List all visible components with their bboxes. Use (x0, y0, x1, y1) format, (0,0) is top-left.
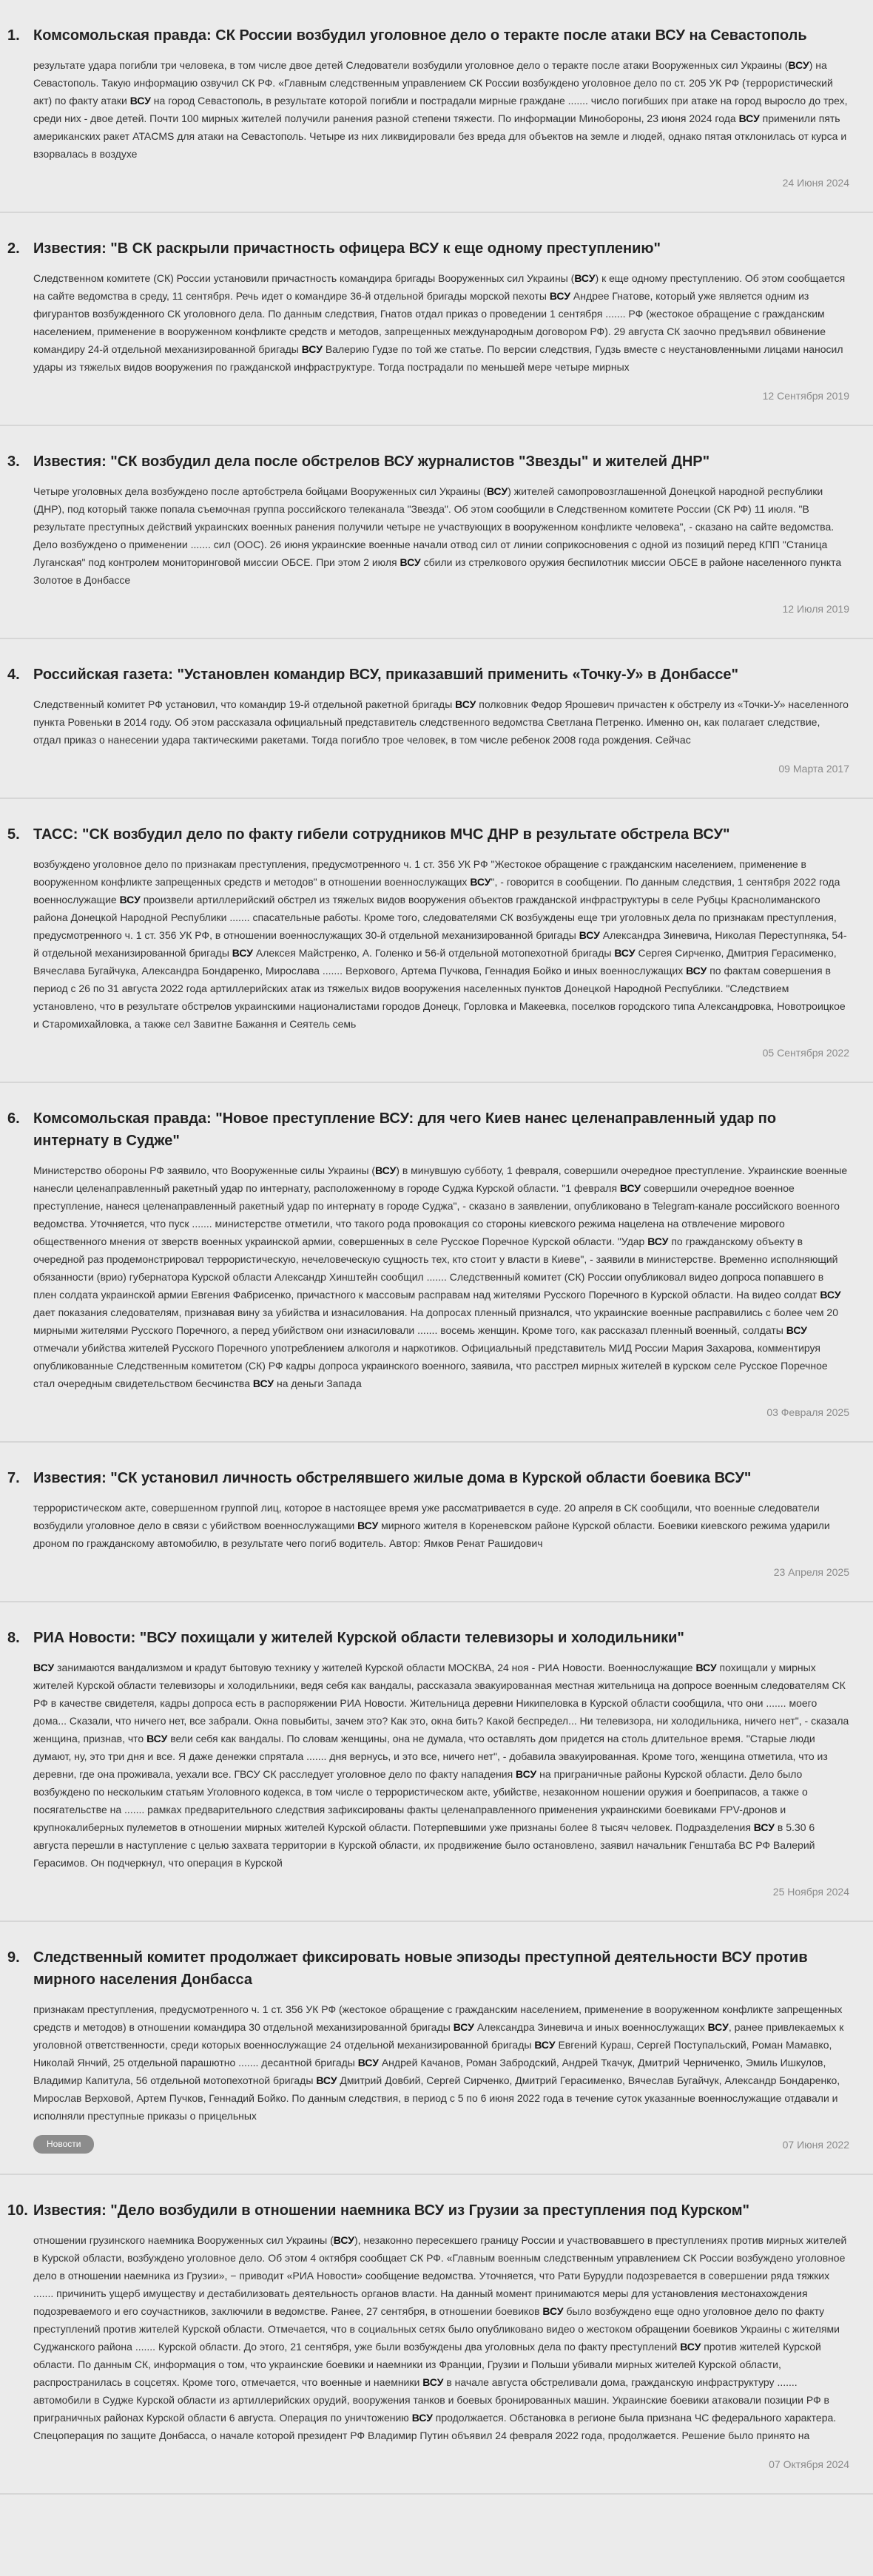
result-snippet: ВСУ занимаются вандализмом и крадут бытовую технику у жителей Курской области МОСКВА, 24 ноя - РИА Новости. Военнослужащие ВСУ похищали у мирных жителей Курской области телевизоры и холодильники, ведя себя как вандалы, рассказала эвакуированная местная жительница на допросе военным следователям СК РФ в качестве свидетеля, кадры допроса есть в распоряжении РИА Новости. Жительница деревни Никипеловка в Курской области сообщила, что они ....... моего дома... Сказали, что ничего нет, все забрали. Окна повыбиты, зачем это? Как это, окна бить? Какой беспредел... Ни телевизора, ни холодильника, ничего нет", - сказала женщина, признав, что ВСУ вели себя как вандалы. По словам женщины, она не думала, что оставлять дом придется на столь длительное время. "Старые люди думают, ну, это три дня и все. Я даже денежки спрятала ....... дня вернусь, и это все, ничего нет", - добавила эвакуированная. Кроме того, женщина отметила, что из деревни, где она проживала, уехали все. ГВСУ СК расследует уголовное дело по факту нападения ВСУ на приграничные районы Курской области. Дело было возбуждено по нескольким статьям Уголовного кодекса, в том числе о террористическом акте, убийстве, незаконном ношении оружия и боеприпасов, а также о посягательстве на ....... рамках предварительного следствия зафиксированы факты целенаправленного применения украинскими боевиками FPV-дронов и крупнокалиберных пулеметов в отношении мирных жителей Курской области. Потерпевшими уже признаны более 8 тысяч человек. Подразделения ВСУ в 5.30 6 августа перешли в наступление с целью захвата территории в Курской области, их продвижение было остановлено, заявил начальник Генштаба ВС РФ Валерий Герасимов. Он подчеркнул, что операция в Курской (33, 1662, 849, 1869)
search-term-highlight: ВСУ (357, 1520, 379, 1531)
result-date: 07 Июня 2022 (782, 2138, 849, 2151)
result-number: 2. (7, 240, 20, 257)
result-date: 03 Февраля 2025 (766, 1406, 849, 1418)
result-date: 07 Октября 2024 (769, 2458, 849, 2470)
result-number: 4. (7, 667, 20, 683)
search-term-highlight: ВСУ (753, 1821, 775, 1833)
search-term-highlight: ВСУ (316, 2074, 337, 2086)
result-date: 05 Сентября 2022 (762, 1046, 849, 1059)
result-number: 10. (7, 2202, 28, 2219)
result-footer (33, 599, 849, 618)
result-snippet: террористическом акте, совершенном группой лиц, которое в настоящее время уже рассматривается в суде. 20 апреля в СК сообщили, что военные следователи возбудили уголовное дело в связи с убийством военнослужащими ВСУ мирного жителя в Кореневском районе Курской области. Боевики киевского режима ударили дроном по гражданскому автомобилю, в результате чего погиб водитель. Автор: Ямков Ренат Рашидович (33, 1502, 830, 1549)
result-snippet: возбуждено уголовное дело по признакам преступления, предусмотренного ч. 1 ст. 356 УК РФ "Жестокое обращение с гражданским населением, применение в вооруженном конфликте запрещенных средств и методов" в отношении военнослужащих ВСУ", - говорится в сообщении. По данным следствия, 1 сентября 2022 года военнослужащие ВСУ произвели артиллерийский обстрел из тяжелых видов вооружения объектов гражданской инфраструктуры в селе Рубцы Краснолиманского района Донецкой Народной Республики ....... спасательные работы. Кроме того, следователями СК возбуждены еще три уголовных дела по признакам преступления, предусмотренного ч. 1 ст. 356 УК РФ, в отношении военнослужащих 30-й отдельной механизированной бригады ВСУ Александра Зиневича, Николая Переступняка, 54-й отдельной механизированной бригады ВСУ Алексея Майстренко, А. Голенко и 56-й отдельной мотопехотной бригады ВСУ Сергея Сирченко, Дмитрия Герасименко, Вячеслава Бугайчука, Александра Бондаренко, Мирослава ....... Верхового, Артема Пучкова, Геннадия Бойко и иных военнослужащих ВСУ по фактам совершения в период с 26 по 31 августа 2022 года артиллерийских атак из тяжелых видов вооружения населенных пунктов Донецкой Народной Республики. "Следствием установлено, что в результате обстрелов украинскими националистами городов Донецк, Горловка и Макеевка, поселков городского типа Александровка, Новотроицкое и Старомихайловка, а также сел Завитне Бажання и Сеятель семь (33, 858, 847, 1030)
search-term-highlight: ВСУ (786, 1324, 807, 1336)
result-snippet: отношении грузинского наемника Вооруженных сил Украины (ВСУ), незаконно пересекшего границу России и участвовавшего в преступлениях против мирных жителей в Курской области, возбуждено уголовное дело. Об этом 4 октября сообщает СК РФ. «Главным военным следственным управлением СК России возбуждено уголовное дело в отношении наемника из Грузии», − приводит «РИА Новости» сообщение ведомства. Уточняется, что Рати Бурудли подозревается в совершении ряда тяжких ....... причинить ущерб имуществу и дестабилизовать деятельность органов власти. На данный момент принимаются меры для установления местонахождения подозреваемого и его соучастников, заключили в ведомстве. Ранее, 27 сентября, в отношении боевиков ВСУ было возбуждено еще одно уголовное дело по факту преступлений против жителей Курской области. Отмечается, что в социальных сетях было опубликовано видео о жестоком обращении боевиков Украины с жителями Суджанского района ....... Курской области. До этого, 21 сентября, уже были возбуждены два уголовных дела по факту преступлений ВСУ против жителей Курской области. По данным СК, информация о том, что украинские боевики и наемники из Франции, Грузии и Польши убивали мирных жителей Курской области, распространилась в соцсетях. Кроме того, отмечается, что военные и наемники ВСУ в начале августа обстреливали дома, гражданскую инфраструктуру ....... автомобили в Судже Курской области из артиллерийских орудий, вооружения танков и боевых бронированных машин. Украинские боевики атаковали позиции РФ в приграничных районах Курской области 6 августа. Операция по уничтожению ВСУ продолжается. Обстановка в регионе была признана ЧС федерального характера. Спецоперация по защите Донбасса, о начале которой президент РФ Владимир Путин объявил 24 февраля 2022 года, продолжается. Решение было принято на (33, 2234, 847, 2441)
result-title-link[interactable]: Известия: "СК установил личность обстрелявшего жилые дома в Курской области боевика ВСУ" (33, 1470, 752, 1486)
search-term-highlight: ВСУ (574, 272, 596, 284)
search-term-highlight: ВСУ (619, 1182, 641, 1194)
search-term-highlight: ВСУ (119, 894, 141, 906)
result-date: 24 Июня 2024 (782, 176, 849, 189)
search-term-highlight: ВСУ (695, 1662, 717, 1673)
result-footer (33, 1043, 849, 1062)
result-number: 5. (7, 826, 20, 843)
search-term-highlight: ВСУ (579, 929, 600, 941)
result-date: 23 Апреля 2025 (773, 1565, 849, 1578)
search-term-highlight: ВСУ (357, 2057, 379, 2068)
result-title-link[interactable]: Комсомольская правда: СК России возбудил уголовное дело о теракте после атаки ВСУ на Севастополь (33, 27, 807, 44)
search-term-highlight: ВСУ (486, 485, 508, 497)
result-snippet: Четыре уголовных дела возбуждено после артобстрела бойцами Вооруженных сил Украины (ВСУ) жителей самопровозглашенной Донецкой народной республики (ДНР), под который также попала съемочная группа российского телеканала "Звезда". Об этом сообщили в Следственном комитете России (СК РФ) 11 июля. "В результате преступных действий украинских военных ранения получили четыре не участвующих в вооруженном конфликте человека", - сказано на сайте ведомства. Дело возбуждено о применении ....... сил (ООС). 26 июня украинские военные начали отвод сил от линии соприкосновения с одной из позиций перед КПП "Станица Луганская" под контролем мониторинговой миссии ОБСЕ. При этом 2 июля ВСУ сбили из стрелкового оружия беспилотник миссии ОБСЕ в районе населенного пункта Золотое в Донбассе (33, 485, 842, 586)
result-number: 9. (7, 1949, 20, 1966)
result-item (0, 0, 873, 213)
search-term-highlight: ВСУ (301, 343, 323, 355)
result-date: 12 Сентября 2019 (762, 389, 849, 402)
result-title-link[interactable]: ТАСС: "СК возбудил дело по факту гибели сотрудников МЧС ДНР в результате обстрела ВСУ" (33, 826, 730, 843)
search-term-highlight: ВСУ (411, 2412, 433, 2424)
result-footer (33, 759, 849, 778)
result-footer (33, 173, 849, 192)
result-item (0, 1083, 873, 1443)
result-footer (33, 1403, 849, 1421)
result-item (0, 1443, 873, 1602)
search-term-highlight: ВСУ (820, 1289, 841, 1301)
result-item (0, 2175, 873, 2495)
result-date: 25 Ноября 2024 (772, 1885, 849, 1898)
result-snippet: Следственный комитет РФ установил, что командир 19-й отдельной ракетной бригады ВСУ полковник Федор Ярошевич причастен к обстрелу из «Точки-У» населенного пункта Ровеньки в 2014 году. Об этом рассказала официальный представитель следственного ведомства Светлана Петренко. Именно он, как полагает следствие, отдал приказ о нанесении удара тактическими ракетами. Тогда погибло трое человек, в том числе ребенок 2008 года рождения. Сейчас (33, 698, 849, 746)
search-term-highlight: ВСУ (400, 556, 421, 568)
result-title-link[interactable]: РИА Новости: "ВСУ похищали у жителей Курской области телевизоры и холодильники" (33, 1630, 684, 1646)
search-term-highlight: ВСУ (333, 2234, 355, 2246)
result-date: 09 Марта 2017 (778, 762, 849, 775)
search-term-highlight: ВСУ (614, 947, 636, 959)
search-term-highlight: ВСУ (422, 2376, 444, 2388)
result-footer (33, 2455, 849, 2473)
result-item (0, 799, 873, 1083)
search-term-highlight: ВСУ (686, 965, 707, 977)
result-number: 7. (7, 1470, 20, 1486)
search-term-highlight: ВСУ (33, 1662, 55, 1673)
search-term-highlight: ВСУ (252, 1378, 274, 1389)
search-term-highlight: ВСУ (549, 290, 571, 302)
search-term-highlight: ВСУ (738, 112, 760, 124)
result-item (0, 426, 873, 639)
search-term-highlight: ВСУ (542, 2305, 564, 2317)
result-title-link[interactable]: Известия: "Дело возбудили в отношении наемника ВСУ из Грузии за преступления под Курском" (33, 2202, 750, 2219)
result-footer (33, 2135, 849, 2154)
result-title-link[interactable]: Российская газета: "Установлен командир ВСУ, приказавший применить «Точку-У» в Донбассе" (33, 667, 739, 683)
result-item (0, 639, 873, 799)
result-snippet: результате удара погибли три человека, в том числе двое детей Следователи возбудили уголовное дело о теракте после атаки Вооруженных сил Украины (ВСУ) на Севастополь. Такую информацию озвучил СК РФ. «Главным следственным управлением СК России возбуждено уголовное дело по ст. 205 УК РФ (террористический акт) по факту атаки ВСУ на город Севастополь, в результате которой погибли и пострадали мирные граждане ....... число погибших при атаке на город выросло до трех, среди них - двое детей. Почти 100 мирных жителей получили ранения разной степени тяжести. По информации Минобороны, 23 июня 2024 года ВСУ применили пять американских ракет ATACMS для атаки на Севастополь. Четыре из них ликвидировали без вреда для объектов на земле и людей, однако пятая отклонилась от курса и взорвалась в воздухе (33, 59, 848, 160)
result-item (0, 1602, 873, 1922)
search-term-highlight: ВСУ (470, 876, 491, 888)
result-title-link[interactable]: Комсомольская правда: "Новое преступление ВСУ: для чего Киев нанес целенаправленный удар по интернату в Судже" (33, 1110, 777, 1149)
result-number: 6. (7, 1110, 20, 1127)
search-term-highlight: ВСУ (375, 1164, 397, 1176)
result-date: 12 Июля 2019 (782, 602, 849, 615)
search-term-highlight: ВСУ (453, 2021, 474, 2033)
search-term-highlight: ВСУ (647, 1235, 669, 1247)
result-number: 1. (7, 27, 20, 44)
search-term-highlight: ВСУ (516, 1768, 537, 1780)
search-term-highlight: ВСУ (707, 2021, 729, 2033)
result-snippet: признакам преступления, предусмотренного ч. 1 ст. 356 УК РФ (жестокое обращение с гражданским населением, применение в вооруженном конфликте запрещенных средств и методов) в отношении командира 30 отдельной механизированной бригады ВСУ Александра Зиневича и иных военнослужащих ВСУ, ранее привлекаемых к уголовной ответственности, среди которых военнослужащие 24 отдельной механизированной бригады ВСУ Евгений Кураш, Сергей Поступальский, Роман Мамавко, Николай Янчий, 25 отдельной парашютно ....... десантной бригады ВСУ Андрей Качанов, Роман Забродский, Андрей Ткачук, Дмитрий Черниченко, Эмиль Ишкулов, Владимир Капитула, 56 отдельной мотопехотной бригады ВСУ Дмитрий Довбий, Сергей Сирченко, Дмитрий Герасименко, Вячеслав Бугайчук, Александр Бондаренко, Мирослав Верховой, Артем Пучков, Геннадий Бойко. По данным следствия, в период с 5 по 6 июня 2022 года в течение суток указанные военнослужащие отдавали и исполняли преступные приказы о прицельных (33, 2003, 844, 2122)
search-term-highlight: ВСУ (534, 2039, 556, 2051)
result-number: 3. (7, 454, 20, 470)
result-title-link[interactable]: Известия: "В СК раскрыли причастность офицера ВСУ к еще одному преступлению" (33, 240, 661, 257)
result-title-link[interactable]: Известия: "СК возбудил дела после обстрелов ВСУ журналистов "Звезды" и жителей ДНР" (33, 454, 710, 470)
result-footer (33, 386, 849, 405)
search-term-highlight: ВСУ (232, 947, 253, 959)
search-term-highlight: ВСУ (680, 2341, 701, 2353)
result-footer (33, 1562, 849, 1581)
search-term-highlight: ВСУ (788, 59, 809, 71)
result-number: 8. (7, 1630, 20, 1646)
category-badge-news[interactable]: Новости (33, 2135, 94, 2154)
search-term-highlight: ВСУ (455, 698, 476, 710)
result-snippet: Следственном комитете (СК) России установили причастность командира бригады Вооруженных сил Украины (ВСУ) к еще одному преступлению. Об этом сообщается на сайте ведомства в среду, 11 сентября. Речь идет о командире 36-й отдельной бригады морской пехоты ВСУ Андрее Гнатове, который уже является одним из фигурантов возбужденного СК уголовного дела. По данным следствия, Гнатов отдал приказ о проведении 1 сентября ....... РФ (жестокое обращение с гражданским населением, применение в вооруженном конфликте средств и методов, запрещенных международным договором РФ). 29 августа СК заочно предъявил обвинение командиру 24-й отдельной механизированной бригады ВСУ Валерию Гудзе по той же статье. По версии следствия, Гудзь вместе с неустановленными лицами наносил удары из тяжелых видов вооружения по гражданской инфраструктуре. Тогда пострадали по меньшей мере четыре мирных (33, 272, 846, 373)
result-footer (33, 1882, 849, 1901)
result-item (0, 1922, 873, 2175)
search-term-highlight: ВСУ (146, 1733, 168, 1744)
result-item (0, 213, 873, 426)
search-term-highlight: ВСУ (129, 95, 151, 107)
result-snippet: Министерство обороны РФ заявило, что Вооруженные силы Украины (ВСУ) в минувшую субботу, 1 февраля, совершили очередное преступление. Украинские военные нанесли целенаправленный ракетный удар по интернату, расположенному в городе Суджа Курской области. "1 февраля ВСУ совершили очередное военное преступление, нанеся целенаправленный ракетный удар по интернату в городе Суджа", - сказано в заявлении, опубликовано в Telegram-канале российского военного ведомства. Уточняется, что пуск ....... министерстве отметили, что такого рода провокация со стороны киевского режима нацелена на отвлечение мирового общественного мнения от зверств военных украинской армии, совершенных в селе Русское Поречное Курской области. "Удар ВСУ по гражданскому объекту в очередной раз продемонстрировал террористическую, нечеловеческую сущность тех, кто стоит у власти в Киеве", - заявили в министерстве. Временно исполняющий обязанности (врио) губернатора Курской области Александр Хинштейн сообщил ....... Следственный комитет (СК) России опубликовал видео допроса попавшего в плен солдата украинской армии Евгения Фабрисенко, причастного к массовым расправам над жителями Русского Поречного в Курской области. На видео солдат ВСУ дает показания следователям, признавая вину за убийства и изнасилования. На допросах пленный признался, что украинские военные расправились с более чем 20 мирными жителями Русского Поречного, а перед убийством они изнасиловали ....... восемь женщин. Кроме того, как рассказал пленный военный, солдаты ВСУ отмечали убийства жителей Русского Поречного употреблением алкоголя и наркотиков. Официальный представитель МИД России Мария Захарова, комментируя опубликованные Следственным комитетом (СК) РФ кадры допроса украинского военного, заявила, что расстрел мирных жителей в курском селе Русское Поречное стал очередным свидетельством бесчинства ВСУ на деньги Запада (33, 1164, 848, 1389)
result-title-link[interactable]: Следственный комитет продолжает фиксировать новые эпизоды преступной деятельности ВСУ против мирного населения Донбасса (33, 1949, 808, 1988)
